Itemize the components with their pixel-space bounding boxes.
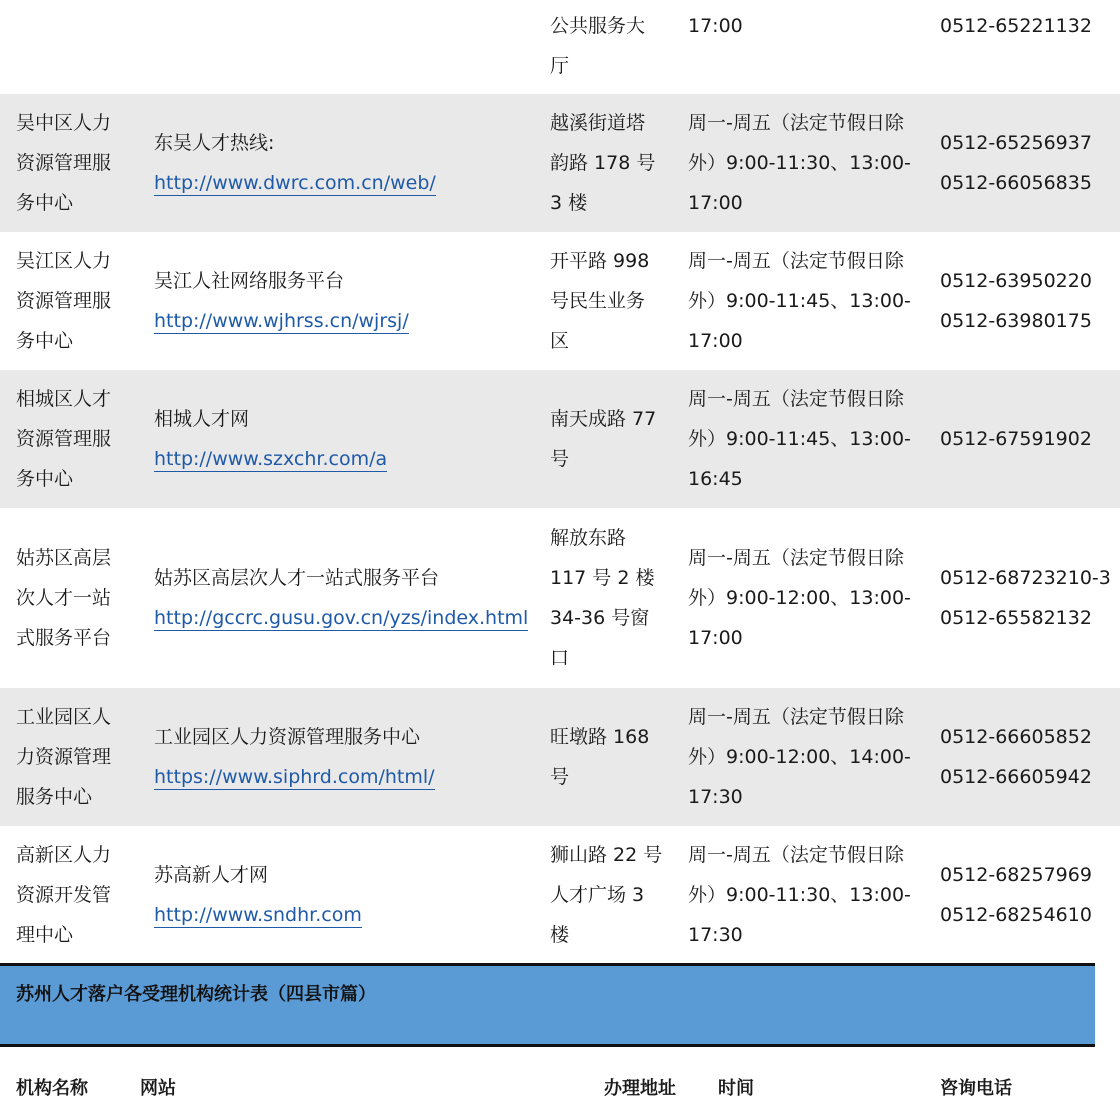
institution-name <box>16 538 134 658</box>
office-address-line: 韵路 178 号 <box>550 152 656 174</box>
office-address-line: 解放东路 <box>550 527 627 549</box>
office-address-line: 旺墩路 168 <box>550 726 650 748</box>
website-cell <box>154 855 534 935</box>
website-link[interactable]: http://www.szxchr.com/a <box>154 448 388 470</box>
table-row <box>0 370 1120 508</box>
office-hours <box>688 538 926 658</box>
office-hours-line: 17:00 <box>688 627 743 649</box>
office-hours <box>688 241 926 361</box>
header-phone: 咨询电话 <box>940 1078 1012 1099</box>
website-link[interactable]: http://www.dwrc.com.cn/web/ <box>154 172 436 194</box>
phone-numbers-line: 0512-66056835 <box>940 172 1092 194</box>
office-hours-line: 外）9:00-11:30、13:00- <box>688 152 911 174</box>
table-row <box>0 94 1120 232</box>
phone-numbers-line: 0512-65256937 <box>940 132 1092 154</box>
website-label: 姑苏区高层次人才一站式服务平台 <box>154 567 440 589</box>
institution-name <box>16 379 134 499</box>
table-row <box>0 0 1120 94</box>
office-hours-line: 17:30 <box>688 786 743 808</box>
office-address <box>550 518 668 678</box>
institution-name-line: 吴江区人力 <box>16 250 112 272</box>
phone-numbers <box>940 717 1116 797</box>
office-address-line: 3 楼 <box>550 192 588 214</box>
phone-numbers-line: 0512-66605942 <box>940 766 1092 788</box>
office-hours-line: 17:00 <box>688 15 743 37</box>
phone-numbers-line: 0512-68254610 <box>940 904 1092 926</box>
office-hours <box>688 835 926 955</box>
header-site: 网站 <box>140 1078 176 1099</box>
website-link-wrap <box>154 895 534 935</box>
institution-name-line: 务中心 <box>16 468 74 490</box>
office-hours-line: 周一-周五（法定节假日除 <box>688 112 904 134</box>
website-cell <box>154 123 534 203</box>
office-hours-line: 外）9:00-12:00、14:00- <box>688 746 911 768</box>
website-link[interactable]: http://www.wjhrss.cn/wjrsj/ <box>154 310 409 332</box>
section-title: 苏州人才落户各受理机构统计表（四县市篇） <box>16 984 376 1005</box>
office-hours-line: 17:30 <box>688 924 743 946</box>
office-hours <box>688 379 926 499</box>
office-address-line: 号 <box>550 448 570 470</box>
office-hours-line: 外）9:00-11:30、13:00- <box>688 884 911 906</box>
office-address-line: 口 <box>550 647 570 669</box>
institution-name-line: 高新区人力 <box>16 844 112 866</box>
office-hours <box>688 6 926 46</box>
phone-numbers <box>940 6 1116 46</box>
phone-numbers-line: 0512-66605852 <box>940 726 1092 748</box>
office-hours-line: 周一-周五（法定节假日除 <box>688 388 904 410</box>
institution-name-line: 吴中区人力 <box>16 112 112 134</box>
office-hours-line: 周一-周五（法定节假日除 <box>688 250 904 272</box>
website-link[interactable]: http://gccrc.gusu.gov.cn/yzs/index.html <box>154 607 529 629</box>
phone-numbers <box>940 261 1116 341</box>
office-hours <box>688 103 926 223</box>
header-time: 时间 <box>718 1078 754 1099</box>
office-address-line: 楼 <box>550 924 570 946</box>
website-link-wrap <box>154 757 534 797</box>
website-cell <box>154 399 534 479</box>
phone-numbers-line: 0512-67591902 <box>940 428 1092 450</box>
website-cell <box>154 558 534 638</box>
table-row <box>0 508 1120 688</box>
institution-name-line: 理中心 <box>16 924 74 946</box>
header-address: 办理地址 <box>604 1078 676 1099</box>
header-name: 机构名称 <box>16 1078 88 1099</box>
phone-numbers <box>940 855 1116 935</box>
office-hours-line: 17:00 <box>688 330 743 352</box>
phone-numbers-line: 0512-63980175 <box>940 310 1092 332</box>
phone-numbers-line: 0512-65582132 <box>940 607 1092 629</box>
website-link[interactable]: https://www.siphrd.com/html/ <box>154 766 435 788</box>
institution-name-line: 资源开发管 <box>16 884 112 906</box>
office-address-line: 厅 <box>550 55 570 77</box>
table-row <box>0 232 1120 370</box>
phone-numbers-line: 0512-65221132 <box>940 15 1092 37</box>
table-header <box>0 1048 1095 1120</box>
institution-name <box>16 241 134 361</box>
office-hours-line: 外）9:00-11:45、13:00- <box>688 428 911 450</box>
office-hours-line: 17:00 <box>688 192 743 214</box>
office-address-line: 117 号 2 楼 <box>550 567 655 589</box>
website-link-wrap <box>154 301 534 341</box>
office-address-line: 人才广场 3 <box>550 884 645 906</box>
institution-name <box>16 697 134 817</box>
phone-numbers-line: 0512-63950220 <box>940 270 1092 292</box>
office-hours-line: 16:45 <box>688 468 743 490</box>
website-cell <box>154 261 534 341</box>
office-address-line: 号 <box>550 766 570 788</box>
institution-name-line: 姑苏区高层 <box>16 547 112 569</box>
institution-name <box>16 835 134 955</box>
office-address <box>550 6 668 86</box>
institution-name-line: 力资源管理 <box>16 746 112 768</box>
website-link-wrap <box>154 598 534 638</box>
website-link[interactable]: http://www.sndhr.com <box>154 904 362 926</box>
office-address-line: 南天成路 77 <box>550 408 657 430</box>
office-address-line: 34-36 号窗 <box>550 607 650 629</box>
office-hours-line: 外）9:00-12:00、13:00- <box>688 587 911 609</box>
website-label: 工业园区人力资源管理服务中心 <box>154 726 421 748</box>
institution-name-line: 务中心 <box>16 330 74 352</box>
phone-numbers <box>940 419 1116 459</box>
office-address <box>550 399 668 479</box>
institution-name-line: 式服务平台 <box>16 627 112 649</box>
institution-name-line: 资源管理服 <box>16 152 112 174</box>
website-label: 吴江人社网络服务平台 <box>154 270 345 292</box>
website-link-wrap <box>154 163 534 203</box>
office-address-line: 区 <box>550 330 570 352</box>
website-label: 苏高新人才网 <box>154 864 269 886</box>
table-row <box>0 688 1120 826</box>
office-address-line: 狮山路 22 号 <box>550 844 663 866</box>
office-hours-line: 周一-周五（法定节假日除 <box>688 844 904 866</box>
phone-numbers-line: 0512-68723210-3 <box>940 567 1111 589</box>
institution-name-line: 务中心 <box>16 192 74 214</box>
institution-name-line: 相城区人才 <box>16 388 112 410</box>
office-address <box>550 103 668 223</box>
institution-name-line: 服务中心 <box>16 786 93 808</box>
header-divider <box>0 1044 1095 1047</box>
office-address <box>550 835 668 955</box>
phone-numbers <box>940 558 1116 638</box>
institution-name <box>16 103 134 223</box>
website-label: 东吴人才热线: <box>154 132 275 154</box>
website-cell <box>154 717 534 797</box>
institution-name-line: 资源管理服 <box>16 428 112 450</box>
office-address-line: 公共服务大 <box>550 15 646 37</box>
phone-numbers <box>940 123 1116 203</box>
office-hours-line: 周一-周五（法定节假日除 <box>688 706 904 728</box>
table-row <box>0 826 1120 964</box>
office-address <box>550 241 668 361</box>
office-hours-line: 外）9:00-11:45、13:00- <box>688 290 911 312</box>
website-link-wrap <box>154 439 534 479</box>
institution-name-line: 工业园区人 <box>16 706 112 728</box>
section-banner <box>0 966 1095 1044</box>
website-label: 相城人才网 <box>154 408 250 430</box>
office-hours <box>688 697 926 817</box>
office-hours-line: 周一-周五（法定节假日除 <box>688 547 904 569</box>
phone-numbers-line: 0512-68257969 <box>940 864 1092 886</box>
office-address-line: 开平路 998 <box>550 250 650 272</box>
office-address <box>550 717 668 797</box>
office-address-line: 越溪街道塔 <box>550 112 646 134</box>
institution-name-line: 资源管理服 <box>16 290 112 312</box>
office-address-line: 号民生业务 <box>550 290 646 312</box>
institution-name-line: 次人才一站 <box>16 587 112 609</box>
